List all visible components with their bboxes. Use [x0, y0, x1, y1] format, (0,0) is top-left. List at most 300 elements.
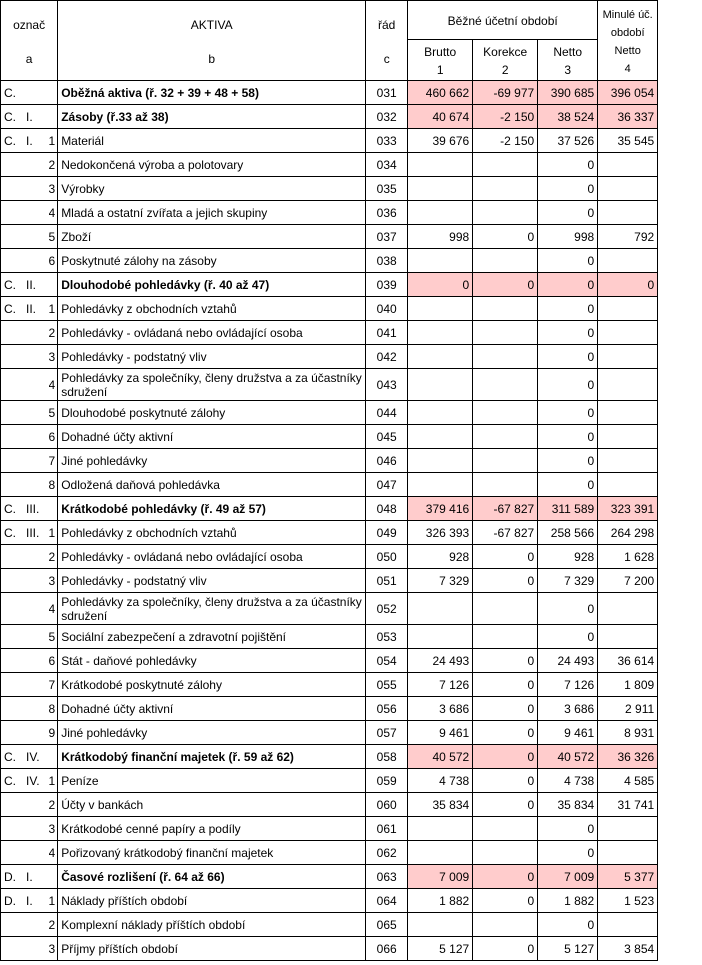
section-row	[1, 105, 658, 129]
oznac-cell	[1, 473, 49, 497]
index-cell: 3	[49, 345, 58, 369]
minule-cell: 264 298	[598, 521, 658, 545]
header-rad-cell	[366, 1, 408, 81]
index-cell: 7	[49, 449, 58, 473]
label-cell: Dlouhodobé poskytnuté zálohy	[58, 401, 366, 425]
rad-cell: 052	[366, 593, 408, 625]
brutto-cell	[408, 297, 473, 321]
oznac-cell	[1, 569, 49, 593]
netto-cell: 4 738	[538, 769, 598, 793]
table-row	[1, 401, 658, 425]
index-cell: 3	[49, 937, 58, 961]
korekce-cell	[473, 321, 538, 345]
table-row	[1, 673, 658, 697]
netto-cell: 0	[538, 913, 598, 937]
rad-cell: 065	[366, 913, 408, 937]
index-cell: 9	[49, 721, 58, 745]
oznac-cell: C. IV.	[1, 769, 49, 793]
oznac-cell: C. II.	[1, 297, 49, 321]
rad-cell: 039	[366, 273, 408, 297]
brutto-cell: 7 009	[408, 865, 473, 889]
brutto-cell: 3 686	[408, 697, 473, 721]
label-cell: Zboží	[58, 225, 366, 249]
header-row-top	[1, 1, 658, 40]
label-cell: Jiné pohledávky	[58, 721, 366, 745]
label-cell: Jiné pohledávky	[58, 449, 366, 473]
korekce-cell	[473, 201, 538, 225]
minule-cell: 1 809	[598, 673, 658, 697]
table-row	[1, 449, 658, 473]
index-cell: 5	[49, 625, 58, 649]
brutto-cell: 4 738	[408, 769, 473, 793]
korekce-cell: 0	[473, 545, 538, 569]
table-row	[1, 225, 658, 249]
table-row	[1, 793, 658, 817]
rad-cell: 053	[366, 625, 408, 649]
header-aktiva-cell	[58, 1, 366, 81]
table-row	[1, 721, 658, 745]
korekce-cell: 0	[473, 937, 538, 961]
brutto-cell	[408, 473, 473, 497]
rad-cell: 059	[366, 769, 408, 793]
header-n3: 3	[564, 63, 572, 77]
brutto-cell: 40 572	[408, 745, 473, 769]
brutto-cell: 24 493	[408, 649, 473, 673]
label-cell: Stát - daňové pohledávky	[58, 649, 366, 673]
minule-cell: 792	[598, 225, 658, 249]
korekce-cell	[473, 425, 538, 449]
netto-cell: 0	[538, 297, 598, 321]
korekce-cell	[473, 625, 538, 649]
oznac-cell	[1, 401, 49, 425]
oznac-cell	[1, 625, 49, 649]
netto-cell: 0	[538, 177, 598, 201]
label-cell: Oběžná aktiva (ř. 32 + 39 + 48 + 58)	[58, 81, 366, 105]
oznac-cell: C.	[1, 81, 49, 105]
korekce-cell	[473, 401, 538, 425]
minule-cell: 1 523	[598, 889, 658, 913]
netto-cell: 3 686	[538, 697, 598, 721]
brutto-cell: 1 882	[408, 889, 473, 913]
label-cell: Dohadné účty aktivní	[58, 697, 366, 721]
table-row	[1, 177, 658, 201]
rad-cell: 047	[366, 473, 408, 497]
table-row	[1, 345, 658, 369]
minule-cell	[598, 593, 658, 625]
rad-cell: 055	[366, 673, 408, 697]
index-cell	[49, 273, 58, 297]
oznac-cell	[1, 913, 49, 937]
oznac-cell	[1, 817, 49, 841]
minule-cell	[598, 153, 658, 177]
header-col-b: b	[208, 51, 216, 66]
label-cell: Peníze	[58, 769, 366, 793]
label-cell: Poskytnuté zálohy na zásoby	[58, 249, 366, 273]
oznac-cell	[1, 449, 49, 473]
minule-cell: 7 200	[598, 569, 658, 593]
netto-cell: 0	[538, 817, 598, 841]
minule-cell: 1 628	[598, 545, 658, 569]
netto-cell: 0	[538, 273, 598, 297]
index-cell: 3	[49, 569, 58, 593]
section-row	[1, 81, 658, 105]
rad-cell: 051	[366, 569, 408, 593]
minule-cell	[598, 841, 658, 865]
oznac-cell: C. III.	[1, 497, 49, 521]
index-cell	[49, 865, 58, 889]
korekce-cell	[473, 817, 538, 841]
minule-cell: 396 054	[598, 81, 658, 105]
korekce-cell: 0	[473, 769, 538, 793]
netto-cell: 258 566	[538, 521, 598, 545]
table-row	[1, 521, 658, 545]
minule-cell	[598, 425, 658, 449]
minule-cell	[598, 321, 658, 345]
netto-cell: 0	[538, 593, 598, 625]
table-row	[1, 153, 658, 177]
table-row	[1, 817, 658, 841]
netto-cell: 7 329	[538, 569, 598, 593]
korekce-cell: -2 150	[473, 129, 538, 153]
index-cell: 3	[49, 817, 58, 841]
brutto-cell: 40 674	[408, 105, 473, 129]
index-cell	[49, 745, 58, 769]
oznac-cell	[1, 425, 49, 449]
minule-cell: 5 377	[598, 865, 658, 889]
brutto-cell	[408, 841, 473, 865]
label-cell: Materiál	[58, 129, 366, 153]
korekce-cell	[473, 369, 538, 401]
brutto-cell	[408, 201, 473, 225]
brutto-cell	[408, 321, 473, 345]
oznac-cell	[1, 153, 49, 177]
header-minule-2: období	[610, 26, 645, 39]
oznac-cell	[1, 249, 49, 273]
index-cell: 2	[49, 793, 58, 817]
rad-cell: 031	[366, 81, 408, 105]
rad-cell: 057	[366, 721, 408, 745]
table-row	[1, 473, 658, 497]
brutto-cell	[408, 425, 473, 449]
oznac-cell: D. I.	[1, 865, 49, 889]
table-row	[1, 249, 658, 273]
rad-cell: 035	[366, 177, 408, 201]
minule-cell: 35 545	[598, 129, 658, 153]
rad-cell: 032	[366, 105, 408, 129]
oznac-cell	[1, 545, 49, 569]
netto-cell: 998	[538, 225, 598, 249]
korekce-cell: -67 827	[473, 497, 538, 521]
korekce-cell	[473, 449, 538, 473]
index-cell: 4	[49, 201, 58, 225]
index-cell: 7	[49, 673, 58, 697]
table-row	[1, 321, 658, 345]
label-cell: Pohledávky - ovládaná nebo ovládající osoba	[58, 321, 366, 345]
korekce-cell	[473, 913, 538, 937]
index-cell: 6	[49, 425, 58, 449]
header-rad: řád	[378, 17, 396, 32]
oznac-cell: C. III.	[1, 521, 49, 545]
netto-cell: 928	[538, 545, 598, 569]
korekce-cell: 0	[473, 273, 538, 297]
header-minule-cell	[598, 1, 658, 81]
rad-cell: 034	[366, 153, 408, 177]
minule-cell: 323 391	[598, 497, 658, 521]
oznac-cell	[1, 225, 49, 249]
minule-cell	[598, 449, 658, 473]
oznac-cell	[1, 793, 49, 817]
netto-cell: 0	[538, 201, 598, 225]
netto-cell: 0	[538, 625, 598, 649]
index-cell: 8	[49, 473, 58, 497]
rad-cell: 048	[366, 497, 408, 521]
korekce-cell	[473, 841, 538, 865]
netto-cell: 0	[538, 249, 598, 273]
rad-cell: 063	[366, 865, 408, 889]
brutto-cell: 379 416	[408, 497, 473, 521]
minule-cell	[598, 817, 658, 841]
label-cell: Zásoby (ř.33 až 38)	[58, 105, 366, 129]
minule-cell: 36 614	[598, 649, 658, 673]
label-cell: Pořizovaný krátkodobý finanční majetek	[58, 841, 366, 865]
minule-cell	[598, 201, 658, 225]
index-cell: 5	[49, 225, 58, 249]
minule-cell	[598, 345, 658, 369]
header-n4: 4	[624, 62, 631, 75]
index-cell: 6	[49, 649, 58, 673]
brutto-cell: 7 126	[408, 673, 473, 697]
brutto-cell: 9 461	[408, 721, 473, 745]
index-cell: 4	[49, 841, 58, 865]
korekce-cell: -69 977	[473, 81, 538, 105]
label-cell: Výrobky	[58, 177, 366, 201]
netto-cell: 0	[538, 401, 598, 425]
label-cell: Komplexní náklady příštích období	[58, 913, 366, 937]
index-cell	[49, 105, 58, 129]
label-cell: Pohledávky z obchodních vztahů	[58, 521, 366, 545]
oznac-cell	[1, 841, 49, 865]
table-row	[1, 625, 658, 649]
brutto-cell: 35 834	[408, 793, 473, 817]
oznac-cell	[1, 201, 49, 225]
header-brutto-cell	[408, 40, 473, 81]
label-cell: Náklady příštích období	[58, 889, 366, 913]
korekce-cell	[473, 473, 538, 497]
table-row	[1, 593, 658, 625]
netto-cell: 5 127	[538, 937, 598, 961]
korekce-cell: -67 827	[473, 521, 538, 545]
korekce-cell: 0	[473, 889, 538, 913]
rad-cell: 054	[366, 649, 408, 673]
brutto-cell: 998	[408, 225, 473, 249]
netto-cell: 0	[538, 425, 598, 449]
table-row	[1, 769, 658, 793]
brutto-cell	[408, 153, 473, 177]
table-row	[1, 937, 658, 961]
minule-cell	[598, 473, 658, 497]
netto-cell: 0	[538, 449, 598, 473]
table-row	[1, 425, 658, 449]
brutto-cell	[408, 817, 473, 841]
label-cell: Časové rozlišení (ř. 64 až 66)	[58, 865, 366, 889]
index-cell: 3	[49, 177, 58, 201]
brutto-cell: 928	[408, 545, 473, 569]
label-cell: Odložená daňová pohledávka	[58, 473, 366, 497]
netto-cell: 0	[538, 369, 598, 401]
section-row	[1, 273, 658, 297]
header-col-c: c	[383, 51, 390, 66]
netto-cell: 311 589	[538, 497, 598, 521]
index-cell: 2	[49, 913, 58, 937]
korekce-cell: 0	[473, 793, 538, 817]
minule-cell	[598, 369, 658, 401]
label-cell: Pohledávky - podstatný vliv	[58, 345, 366, 369]
table-row	[1, 913, 658, 937]
label-cell: Krátkodobé cenné papíry a podíly	[58, 817, 366, 841]
netto-cell: 0	[538, 321, 598, 345]
oznac-cell: C. II.	[1, 273, 49, 297]
oznac-cell	[1, 697, 49, 721]
netto-cell: 0	[538, 153, 598, 177]
label-cell: Krátkodobé poskytnuté zálohy	[58, 673, 366, 697]
oznac-cell	[1, 369, 49, 401]
korekce-cell: 0	[473, 673, 538, 697]
brutto-cell: 460 662	[408, 81, 473, 105]
netto-cell: 40 572	[538, 745, 598, 769]
korekce-cell	[473, 593, 538, 625]
header-bezne-cell	[408, 1, 598, 40]
minule-cell	[598, 249, 658, 273]
netto-cell: 1 882	[538, 889, 598, 913]
index-cell: 1	[49, 129, 58, 153]
minule-cell	[598, 297, 658, 321]
netto-cell: 390 685	[538, 81, 598, 105]
netto-cell: 7 126	[538, 673, 598, 697]
minule-cell	[598, 625, 658, 649]
table-row	[1, 545, 658, 569]
header-oznac: označ	[13, 17, 46, 32]
brutto-cell	[408, 177, 473, 201]
korekce-cell: 0	[473, 569, 538, 593]
brutto-cell	[408, 625, 473, 649]
netto-cell: 9 461	[538, 721, 598, 745]
minule-cell: 3 854	[598, 937, 658, 961]
header-netto-cell	[538, 40, 598, 81]
brutto-cell	[408, 449, 473, 473]
oznac-cell	[1, 177, 49, 201]
rad-cell: 041	[366, 321, 408, 345]
header-bezne: Běžné účetní období	[447, 14, 558, 28]
rad-cell: 042	[366, 345, 408, 369]
minule-cell: 0	[598, 273, 658, 297]
header-minule-1: Minulé úč.	[602, 8, 653, 21]
netto-cell: 0	[538, 345, 598, 369]
rad-cell: 046	[366, 449, 408, 473]
oznac-cell	[1, 321, 49, 345]
netto-cell: 38 524	[538, 105, 598, 129]
rad-cell: 045	[366, 425, 408, 449]
brutto-cell	[408, 369, 473, 401]
korekce-cell	[473, 297, 538, 321]
table-row	[1, 201, 658, 225]
label-cell: Mladá a ostatní zvířata a jejich skupiny	[58, 201, 366, 225]
minule-cell: 36 337	[598, 105, 658, 129]
minule-cell: 31 741	[598, 793, 658, 817]
label-cell: Pohledávky za společníky, členy družstva a za účastníky sdružení	[58, 593, 366, 625]
index-cell: 5	[49, 401, 58, 425]
table-row	[1, 697, 658, 721]
index-cell: 4	[49, 369, 58, 401]
minule-cell	[598, 913, 658, 937]
brutto-cell: 0	[408, 273, 473, 297]
label-cell: Sociální zabezpečení a zdravotní pojištění	[58, 625, 366, 649]
oznac-cell	[1, 345, 49, 369]
netto-cell: 0	[538, 841, 598, 865]
index-cell: 2	[49, 321, 58, 345]
header-oznac-cell	[1, 1, 58, 81]
brutto-cell	[408, 913, 473, 937]
table-row	[1, 889, 658, 913]
korekce-cell	[473, 177, 538, 201]
netto-cell: 35 834	[538, 793, 598, 817]
label-cell: Nedokončená výroba a polotovary	[58, 153, 366, 177]
header-n1: 1	[436, 63, 444, 77]
index-cell: 1	[49, 889, 58, 913]
netto-cell: 0	[538, 473, 598, 497]
rad-cell: 036	[366, 201, 408, 225]
brutto-cell	[408, 345, 473, 369]
index-cell: 1	[49, 521, 58, 545]
section-row	[1, 497, 658, 521]
korekce-cell	[473, 345, 538, 369]
minule-cell: 8 931	[598, 721, 658, 745]
index-cell: 1	[49, 769, 58, 793]
rad-cell: 062	[366, 841, 408, 865]
rad-cell: 056	[366, 697, 408, 721]
netto-cell: 7 009	[538, 865, 598, 889]
label-cell: Pohledávky z obchodních vztahů	[58, 297, 366, 321]
header-korekce-cell	[473, 40, 538, 81]
label-cell: Pohledávky - podstatný vliv	[58, 569, 366, 593]
header-minule-netto: Netto	[614, 44, 641, 57]
rad-cell: 064	[366, 889, 408, 913]
brutto-cell	[408, 593, 473, 625]
netto-cell: 24 493	[538, 649, 598, 673]
korekce-cell: 0	[473, 697, 538, 721]
label-cell: Pohledávky - ovládaná nebo ovládající osoba	[58, 545, 366, 569]
index-cell: 1	[49, 297, 58, 321]
korekce-cell	[473, 249, 538, 273]
table-row	[1, 369, 658, 401]
rad-cell: 040	[366, 297, 408, 321]
minule-cell	[598, 401, 658, 425]
brutto-cell	[408, 401, 473, 425]
oznac-cell	[1, 937, 49, 961]
table-row	[1, 841, 658, 865]
header-col-a: a	[25, 51, 33, 66]
oznac-cell: C. IV.	[1, 745, 49, 769]
korekce-cell	[473, 153, 538, 177]
korekce-cell: 0	[473, 865, 538, 889]
index-cell: 8	[49, 697, 58, 721]
label-cell: Krátkodobý finanční majetek (ř. 59 až 62)	[58, 745, 366, 769]
oznac-cell	[1, 721, 49, 745]
korekce-cell: 0	[473, 649, 538, 673]
label-cell: Příjmy příštích období	[58, 937, 366, 961]
table-row	[1, 129, 658, 153]
rad-cell: 049	[366, 521, 408, 545]
label-cell: Krátkodobé pohledávky (ř. 49 až 57)	[58, 497, 366, 521]
